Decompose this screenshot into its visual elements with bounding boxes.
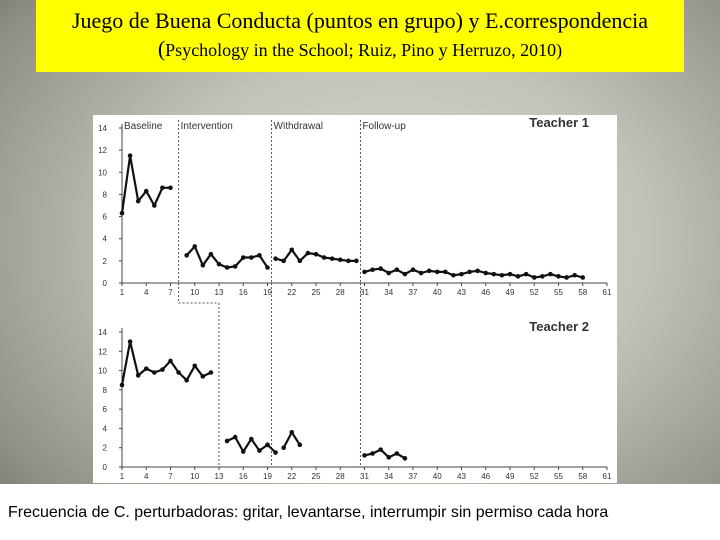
teacher2-x-tick-label: 37 [408, 472, 418, 481]
phase-label-baseline: Baseline [124, 121, 163, 132]
teacher2-series-line [227, 437, 267, 452]
teacher2-x-tick-label: 22 [287, 472, 297, 481]
teacher1-data-point [354, 259, 359, 264]
teacher1-data-point [201, 263, 206, 268]
teacher1-x-tick-label: 37 [408, 288, 418, 297]
teacher1-data-point [273, 256, 278, 261]
teacher1-data-point [475, 269, 480, 274]
teacher2-data-point [378, 447, 383, 452]
teacher1-data-point [572, 273, 577, 278]
teacher1-series-line [187, 247, 268, 268]
teacher1-data-point [362, 270, 367, 275]
teacher2-data-point [184, 378, 189, 383]
teacher1-data-point [427, 269, 432, 274]
teacher2-x-tick-label: 4 [144, 472, 149, 481]
teacher1-data-point [378, 266, 383, 271]
teacher1-data-point [217, 262, 222, 267]
teacher2-x-tick-label: 58 [578, 472, 588, 481]
teacher1-data-point [289, 247, 294, 252]
teacher1-x-tick-label: 58 [578, 288, 588, 297]
teacher1-y-tick-label: 4 [102, 234, 107, 244]
teacher1-x-tick-label: 40 [432, 288, 442, 297]
teacher1-x-tick-label: 22 [287, 288, 297, 297]
teacher1-data-point [435, 270, 440, 275]
teacher1-data-point [451, 273, 456, 278]
teacher2-x-tick-label: 31 [360, 472, 369, 481]
teacher1-data-point [281, 259, 286, 264]
teacher1-data-point [540, 274, 545, 279]
teacher1-data-point [548, 272, 553, 277]
teacher1-data-point [532, 275, 537, 280]
teacher1-y-tick-label: 0 [102, 279, 107, 288]
teacher1-x-tick-label: 43 [457, 288, 466, 297]
title-banner [36, 0, 684, 72]
teacher2-data-point [241, 449, 246, 454]
teacher1-x-tick-label: 4 [144, 288, 149, 297]
teacher2-data-point [403, 456, 408, 461]
teacher2-title: Teacher 2 [529, 319, 589, 334]
teacher2-series-line [122, 342, 211, 385]
teacher2-data-point [362, 453, 367, 458]
teacher1-x-tick-label: 13 [214, 288, 224, 297]
teacher2-x-tick-label: 19 [263, 472, 272, 481]
teacher1-data-point [338, 257, 343, 262]
teacher2-data-point [160, 367, 165, 372]
teacher1-x-tick-label: 19 [263, 288, 272, 297]
teacher2-data-point [281, 445, 286, 450]
teacher1-x-tick-label: 16 [238, 288, 248, 297]
teacher1-data-point [136, 199, 141, 204]
teacher1-data-point [500, 273, 505, 278]
teacher2-y-tick-label: 10 [98, 366, 107, 376]
teacher1-data-point [459, 272, 464, 277]
teacher2-data-point [249, 437, 254, 442]
teacher1-x-tick-label: 31 [360, 288, 369, 297]
teacher1-data-point [556, 274, 561, 279]
teacher1-data-point [128, 153, 133, 158]
teacher2-x-tick-label: 40 [432, 472, 442, 481]
slide-title: Juego de Buena Conducta (puntos en grupo) y E.correspondencia [71, 8, 649, 33]
multiple-baseline-chart [93, 115, 617, 483]
teacher1-y-tick-label: 8 [102, 190, 107, 200]
teacher1-data-point [395, 267, 400, 272]
teacher2-data-point [176, 370, 181, 375]
teacher1-x-tick-label: 55 [554, 288, 563, 297]
teacher1-data-point [249, 255, 254, 260]
teacher1-y-tick-label: 2 [102, 256, 107, 266]
teacher1-data-point [386, 271, 391, 276]
teacher2-y-tick-label: 8 [102, 385, 107, 395]
teacher2-data-point [201, 374, 206, 379]
teacher2-y-tick-label: 6 [102, 405, 107, 415]
teacher2-data-point [386, 455, 391, 460]
teacher1-data-point [298, 259, 303, 264]
phase-label-withdrawal: Withdrawal [273, 121, 324, 132]
teacher1-data-point [257, 253, 262, 258]
teacher1-data-point [524, 272, 529, 277]
phase-label-followup: Follow-up [362, 121, 406, 132]
teacher1-data-point [225, 265, 230, 270]
teacher2-x-tick-label: 52 [529, 472, 539, 481]
teacher2-x-tick-label: 16 [238, 472, 248, 481]
teacher1-x-tick-label: 34 [384, 288, 394, 297]
teacher1-data-point [184, 253, 189, 258]
teacher2-x-tick-label: 46 [481, 472, 491, 481]
teacher2-x-tick-label: 49 [505, 472, 515, 481]
teacher1-data-point [443, 270, 448, 275]
teacher2-data-point [265, 443, 270, 448]
subtitle-citation: Psychology in the School; Ruiz, Pino y Herruzo, 2010) [165, 40, 563, 60]
teacher1-data-point [580, 275, 585, 280]
teacher2-x-tick-label: 55 [554, 472, 563, 481]
teacher1-data-point [322, 255, 327, 260]
teacher2-data-point [144, 366, 149, 371]
teacher2-data-point [168, 359, 173, 364]
slide-subtitle [36, 34, 684, 65]
teacher1-data-point [314, 252, 319, 257]
teacher2-x-tick-label: 61 [602, 472, 612, 481]
teacher1-data-point [467, 270, 472, 275]
teacher2-data-point [192, 363, 197, 368]
teacher1-data-point [411, 267, 416, 272]
teacher1-data-point [152, 203, 157, 208]
teacher1-y-tick-label: 12 [98, 146, 107, 156]
teacher2-x-tick-label: 10 [190, 472, 200, 481]
teacher1-data-point [370, 267, 375, 272]
teacher1-data-point [265, 265, 270, 270]
teacher2-x-tick-label: 43 [457, 472, 466, 481]
teacher1-data-point [330, 256, 335, 261]
teacher2-data-point [273, 450, 278, 455]
teacher2-data-point [225, 439, 230, 444]
teacher1-data-point [483, 271, 488, 276]
teacher2-data-point [370, 451, 375, 456]
teacher1-series-line [122, 156, 171, 214]
teacher2-x-tick-label: 25 [311, 472, 321, 481]
teacher1-x-tick-label: 10 [190, 288, 200, 297]
teacher1-data-point [233, 264, 238, 269]
teacher2-y-tick-label: 14 [98, 328, 107, 337]
teacher1-x-tick-label: 52 [529, 288, 539, 297]
teacher1-data-point [168, 185, 173, 190]
teacher1-data-point [120, 211, 125, 216]
teacher1-data-point [306, 251, 311, 256]
teacher1-data-point [516, 274, 521, 279]
teacher2-data-point [152, 370, 157, 375]
teacher1-data-point [564, 275, 569, 280]
teacher1-x-tick-label: 25 [311, 288, 321, 297]
caption-bar [0, 484, 720, 540]
subtitle-open-paren: ( [157, 36, 166, 61]
teacher1-x-tick-label: 61 [602, 288, 612, 297]
teacher2-data-point [136, 373, 141, 378]
teacher1-y-tick-label: 6 [102, 212, 107, 222]
teacher2-data-point [257, 448, 262, 453]
teacher1-x-tick-label: 28 [335, 288, 345, 297]
teacher2-x-tick-label: 13 [214, 472, 224, 481]
teacher2-data-point [298, 443, 303, 448]
teacher1-data-point [346, 259, 351, 264]
teacher2-data-point [128, 339, 133, 344]
teacher1-data-point [144, 189, 149, 194]
teacher2-y-tick-label: 0 [102, 463, 107, 472]
teacher1-x-tick-label: 7 [168, 288, 173, 297]
teacher1-x-tick-label: 49 [505, 288, 515, 297]
teacher1-data-point [403, 272, 408, 277]
teacher2-data-point [233, 435, 238, 440]
teacher2-data-point [209, 370, 214, 375]
teacher1-title: Teacher 1 [529, 115, 589, 130]
teacher2-data-point [289, 430, 294, 435]
teacher2-data-point [120, 383, 125, 388]
teacher2-y-tick-label: 2 [102, 443, 107, 453]
teacher2-x-tick-label: 34 [384, 472, 394, 481]
teacher1-y-tick-label: 14 [98, 124, 107, 133]
teacher1-data-point [192, 244, 197, 249]
teacher2-x-tick-label: 7 [168, 472, 173, 481]
teacher1-x-tick-label: 46 [481, 288, 491, 297]
teacher1-data-point [160, 185, 165, 190]
phase-label-intervention: Intervention [180, 121, 233, 132]
teacher2-y-tick-label: 12 [98, 347, 107, 357]
teacher2-x-tick-label: 1 [119, 472, 125, 481]
teacher1-data-point [508, 272, 513, 277]
teacher2-data-point [395, 451, 400, 456]
teacher2-series-line [284, 432, 300, 447]
caption-text: Frecuencia de C. perturbadoras: gritar, levantarse, interrumpir sin permiso cada hora [8, 504, 609, 521]
teacher1-data-point [419, 271, 424, 276]
chart-panel [93, 115, 617, 483]
teacher1-data-point [241, 255, 246, 260]
teacher1-y-tick-label: 10 [98, 168, 107, 178]
teacher1-x-tick-label: 1 [119, 288, 125, 297]
teacher2-y-tick-label: 4 [102, 424, 107, 434]
teacher1-data-point [492, 272, 497, 277]
teacher2-x-tick-label: 28 [335, 472, 345, 481]
teacher1-data-point [209, 252, 214, 257]
